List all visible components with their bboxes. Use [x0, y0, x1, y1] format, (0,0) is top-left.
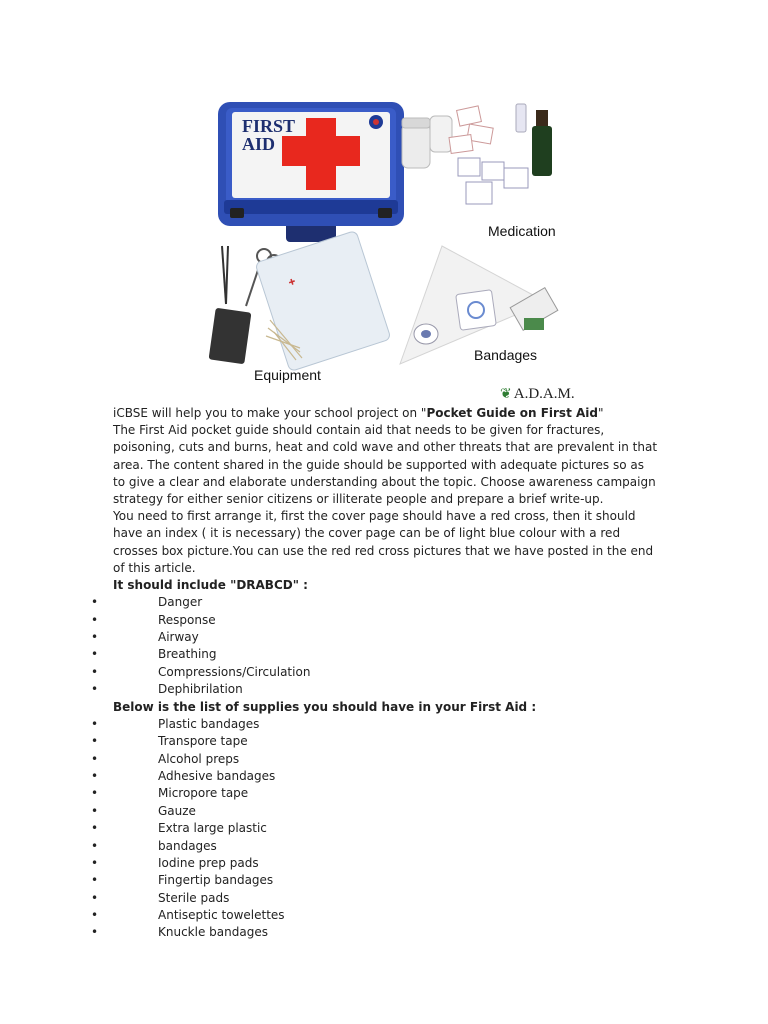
supplies-list — [91, 716, 658, 942]
bullet-icon: • — [91, 664, 99, 679]
list-item-label: Danger — [158, 595, 203, 610]
list-item-label: Alcohol preps — [158, 751, 240, 766]
bullet-icon: • — [91, 751, 99, 766]
list-item — [91, 890, 658, 907]
list-item-label: Transpore tape — [158, 734, 248, 749]
intro-line — [113, 405, 658, 422]
list-item-label: Plastic bandages — [158, 716, 260, 731]
list-item — [91, 629, 658, 646]
medication-items — [402, 104, 556, 239]
kit-label-aid: AID — [242, 134, 276, 154]
project-title: Pocket Guide on First Aid — [426, 406, 598, 420]
bullet-icon: • — [91, 647, 99, 662]
caption-bandages: Bandages — [474, 347, 538, 363]
list-item — [91, 751, 658, 768]
list-item — [91, 594, 658, 611]
bullet-icon: • — [91, 821, 99, 836]
equipment-items — [209, 230, 391, 383]
list-item — [91, 646, 658, 663]
list-item — [91, 681, 658, 698]
list-item-label: Breathing — [158, 647, 217, 662]
first-aid-illustration — [196, 96, 586, 408]
adam-credit — [500, 386, 575, 403]
supplies-heading: Below is the list of supplies you should have in your First Aid : — [113, 699, 537, 714]
drabcd-list — [91, 594, 658, 698]
bullet-icon: • — [91, 873, 99, 888]
bullet-icon: • — [91, 890, 99, 905]
document-body — [91, 405, 658, 942]
list-item-label: bandages — [158, 838, 217, 853]
list-item — [91, 855, 658, 872]
bandages-items — [400, 246, 558, 364]
list-item-label: Extra large plastic — [158, 821, 267, 836]
list-item — [91, 733, 658, 750]
list-item-label: Airway — [158, 630, 199, 645]
bullet-icon: • — [91, 803, 99, 818]
first-aid-kit-box — [218, 102, 404, 242]
list-item — [91, 907, 658, 924]
list-item — [91, 924, 658, 941]
list-item-label: Fingertip bandages — [158, 873, 274, 888]
bullet-icon: • — [91, 925, 99, 940]
intro-paragraph-1: The First Aid pocket guide should contain aid that needs to be given for fractures, poisoning, cuts and burns, heat and cold wave and other threats that are prevalent in that area. The content shared in the guide should be supported with adequate pictures so as to give a clear and elaborate understanding about the topic. Choose awareness campaign strategy for either senior citizens or illiterate people and prepare a brief write-up. — [113, 423, 658, 507]
bullet-icon: • — [91, 908, 99, 923]
svg-text:✚: ✚ — [287, 276, 297, 288]
adam-credit-text: A.D.A.M. — [513, 386, 575, 402]
bullet-icon: • — [91, 595, 99, 610]
first-aid-kit-image — [196, 96, 586, 408]
caption-medication: Medication — [488, 223, 556, 239]
list-item — [91, 716, 658, 733]
list-item-label: Dephibrilation — [158, 682, 243, 697]
list-item — [91, 785, 658, 802]
list-item — [91, 872, 658, 889]
list-item-label: Adhesive bandages — [158, 768, 276, 783]
list-item-label: Sterile pads — [158, 890, 230, 905]
bullet-icon: • — [91, 682, 99, 697]
intro-prefix: iCBSE will help you to make your school project on " — [113, 406, 427, 420]
bullet-icon: • — [91, 612, 99, 627]
list-item-label: Knuckle bandages — [158, 925, 268, 940]
bullet-icon: • — [91, 838, 99, 853]
list-item — [91, 612, 658, 629]
list-item-label: Micropore tape — [158, 786, 249, 801]
bullet-icon: • — [91, 855, 99, 870]
list-item — [91, 664, 658, 681]
bullet-icon: • — [91, 786, 99, 801]
list-item — [91, 768, 658, 785]
list-item-label: Gauze — [158, 803, 196, 818]
bullet-icon: • — [91, 768, 99, 783]
intro-paragraph-2: You need to first arrange it, first the cover page should have a red cross, then it should have an index ( it is necessary) the cover page can be of light blue colour with a red crosses box picture.You can use the red red cross pictures that we have posted in the end of this article. — [113, 509, 654, 575]
bullet-icon: • — [91, 630, 99, 645]
leaf-icon: ❦ — [500, 387, 512, 402]
drabcd-heading: It should include "DRABCD" : — [113, 578, 308, 593]
list-item-label: Compressions/Circulation — [158, 664, 311, 679]
list-item — [91, 838, 658, 855]
bullet-icon: • — [91, 734, 99, 749]
list-item-label: Iodine prep pads — [158, 855, 259, 870]
caption-equipment: Equipment — [254, 367, 321, 383]
intro-suffix: " — [597, 406, 604, 420]
list-item — [91, 820, 658, 837]
list-item-label: Antiseptic towelettes — [158, 908, 285, 923]
list-item-label: Response — [158, 612, 216, 627]
bullet-icon: • — [91, 716, 99, 731]
kit-label-first: FIRST — [242, 116, 296, 136]
list-item — [91, 803, 658, 820]
